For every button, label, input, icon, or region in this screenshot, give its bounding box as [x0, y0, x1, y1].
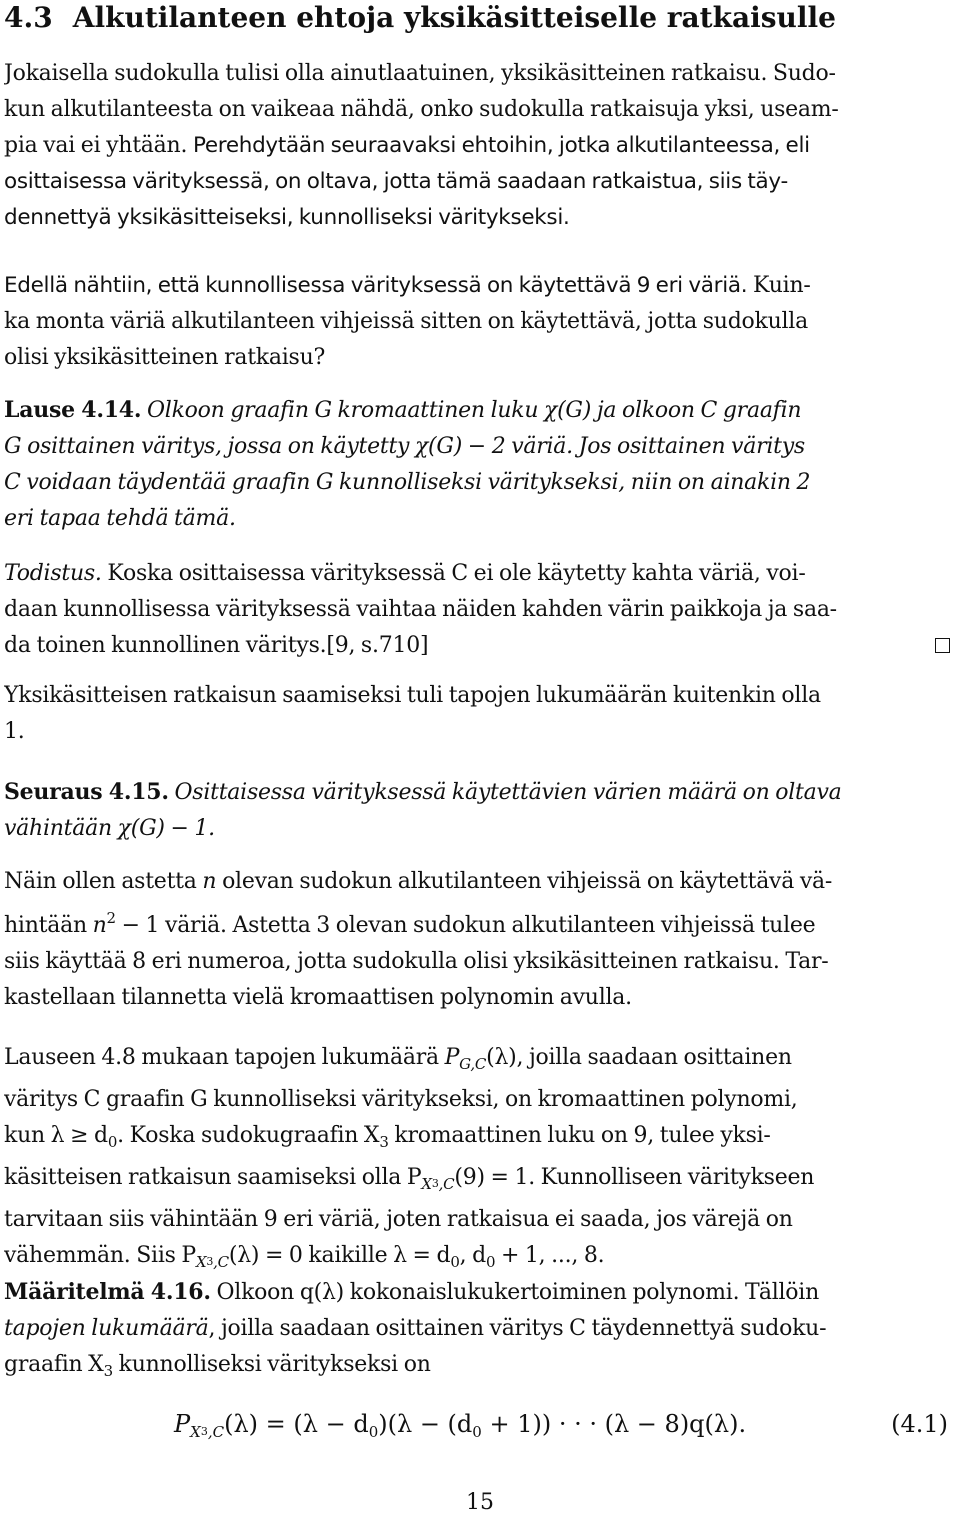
math-variable: P: [444, 1045, 460, 1070]
text-run: Perehdytään seuraavaksi ehtoihin, jotka alkutilanteessa, eli: [192, 133, 810, 158]
math-subscript: X: [190, 1423, 201, 1441]
text-line: daan kunnollisessa värityksessä vaihtaa näiden kahden värin paikkoja ja saa-: [4, 597, 837, 622]
proof-block: [4, 556, 956, 664]
text-line: siis käyttää 8 eri numeroa, jotta sudokulla olisi yksikäsitteinen ratkaisu. Tar-: [4, 949, 829, 974]
definition-4-16: [4, 1274, 956, 1389]
math-subscript: X: [421, 1175, 432, 1193]
corollary-4-15: [4, 774, 956, 847]
math-subscript: 0: [450, 1253, 460, 1271]
proof-label: Todistus.: [4, 561, 102, 586]
math-run: + 1)) · · · (λ − 8)q(λ).: [489, 1410, 747, 1438]
qed-box-icon: [935, 638, 950, 653]
text-run: Edellä nähtiin, että kunnollisessa värityksessä on käytettävä 9 eri väriä.: [4, 273, 748, 298]
text-run: käsitteisen ratkaisun saamiseksi olla P: [4, 1165, 422, 1190]
text-line: [4, 1160, 956, 1202]
definition-label: Määritelmä 4.16.: [4, 1279, 211, 1305]
text-line: [4, 900, 956, 944]
math-subscript: 3: [206, 1255, 214, 1268]
uniqueness-paragraph: [4, 678, 956, 750]
text-run: (9) = 1. Kunnolliseen väritykseen: [454, 1165, 815, 1190]
text-run: da toinen kunnollinen väritys.[9, s.710]: [4, 633, 429, 658]
math-variable: P: [174, 1410, 191, 1438]
text-run: kromaattinen luku on 9, tulee yksi-: [394, 1123, 771, 1148]
math-variable: n: [92, 913, 107, 938]
defined-term: tapojen lukumäärä: [4, 1316, 209, 1341]
math-subscript: 0: [368, 1423, 379, 1441]
math-subscript: 3: [431, 1177, 439, 1190]
section-number: 4.3: [4, 1, 53, 34]
text-run: pia vai ei yhtään.: [4, 133, 188, 158]
text-line: [4, 1040, 956, 1082]
chromatic-polynomial-paragraph: [4, 1040, 956, 1280]
text-line: tarvitaan siis vähintään 9 eri väriä, joten ratkaisua ei saada, jos värejä on: [4, 1207, 793, 1232]
text-run: hintään: [4, 913, 87, 938]
text-run: G osittainen väritys, jossa on käytetty χ(G) − 2 väriä.: [4, 434, 573, 459]
text-line: [4, 392, 956, 429]
math-subscript: 3: [379, 1133, 389, 1151]
math-subscript: ,C: [438, 1175, 455, 1193]
text-run: Olkoon graafin G kromaattinen luku χ(G) ja olkoon C graafin: [147, 398, 802, 423]
intro-paragraph: [4, 56, 956, 236]
text-run: , d: [459, 1243, 486, 1268]
math-superscript: 2: [106, 909, 116, 927]
text-run: vähemmän. Siis P: [4, 1243, 196, 1268]
text-run: Koska osittaisessa värityksessä C ei ole käytetty kahta väriä, voi-: [107, 561, 806, 586]
text-line: olisi yksikäsitteinen ratkaisu?: [4, 345, 326, 370]
text-line: [4, 1118, 956, 1160]
text-line: [4, 128, 956, 164]
math-subscript: 0: [107, 1133, 118, 1151]
text-run: kunnolliseksi väritykseksi on: [118, 1352, 431, 1377]
text-line: C voidaan täydentää graafin G kunnolliseksi väritykseksi, niin on ainakin 2: [4, 470, 811, 495]
math-subscript: ,C: [213, 1253, 229, 1271]
math-subscript: ,C: [207, 1423, 225, 1441]
text-line: osittaisessa värityksessä, on oltava, jotta tämä saadaan ratkaistua, siis täy-: [4, 169, 788, 194]
math-subscript: G,C: [459, 1055, 487, 1073]
text-line: [4, 774, 956, 811]
text-line: väritys C graafin G kunnolliseksi väritykseksi, on kromaattinen polynomi,: [4, 1087, 798, 1112]
text-run: Astetta 3 olevan sudokun alkutilanteen vihjeissä tulee: [232, 913, 816, 938]
math-subscript: 0: [472, 1423, 482, 1441]
text-run: graafin X: [4, 1352, 104, 1377]
text-line: [4, 556, 956, 592]
degree-paragraph: [4, 864, 956, 1016]
text-line: 1.: [4, 719, 25, 744]
text-line: Yksikäsitteisen ratkaisun saamiseksi tuli tapojen lukumäärän kuitenkin olla: [4, 683, 821, 708]
corollary-label: Seuraus 4.15.: [4, 779, 169, 805]
text-line: [4, 1274, 956, 1311]
equation-body: [174, 1404, 746, 1452]
text-line: [4, 429, 956, 465]
text-run: Osittaisessa värityksessä käytettävien värien määrä on oltava: [174, 780, 842, 805]
text-line: [4, 628, 956, 664]
section-heading: [4, 0, 836, 36]
math-subscript: X: [195, 1253, 207, 1271]
math-subscript: 0: [485, 1253, 496, 1271]
text-run: Jos osittainen väritys: [578, 434, 805, 459]
text-run: kun λ ≥ d: [4, 1123, 108, 1148]
text-line: kun alkutilanteesta on vaikeaa nähdä, onko sudokulla ratkaisuja yksi, useam-: [4, 97, 839, 122]
text-run: Näin ollen astetta: [4, 869, 197, 894]
text-line: vähintään χ(G) − 1.: [4, 816, 215, 841]
text-run: − 1 väriä.: [121, 913, 227, 938]
math-run: (λ) = (λ − d: [224, 1410, 369, 1438]
text-run: , joilla saadaan osittainen väritys C täydennettyä sudoku-: [208, 1316, 827, 1341]
text-run: (λ) = 0 kaikille λ = d: [228, 1243, 451, 1268]
text-line: Jokaisella sudokulla tulisi olla ainutlaatuinen, yksikäsitteinen ratkaisu. Sudo-: [4, 61, 836, 86]
text-run: Lauseen 4.8 mukaan tapojen lukumäärä: [4, 1045, 439, 1070]
math-run: )(λ − (d: [378, 1410, 473, 1438]
text-run: Kuin-: [753, 273, 811, 298]
text-run: + 1, ..., 8.: [500, 1243, 605, 1268]
equation-number: (4.1): [891, 1410, 948, 1438]
text-run: Olkoon q(λ) kokonaislukukertoiminen polynomi. Tällöin: [216, 1280, 819, 1305]
lemma-4-14: [4, 392, 956, 537]
math-subscript: 3: [200, 1425, 208, 1438]
text-run: . Koska sudokugraafin X: [117, 1123, 380, 1148]
text-line: dennettyä yksikäsitteiseksi, kunnolliseksi väritykseksi.: [4, 205, 570, 230]
equation-4-1: [4, 1404, 956, 1444]
document-page: [4, 0, 956, 1520]
text-line: kastellaan tilannetta vielä kromaattisen polynomin avulla.: [4, 985, 632, 1010]
text-line: [4, 1311, 956, 1347]
text-line: eri tapaa tehdä tämä.: [4, 506, 236, 531]
page-number: 15: [466, 1490, 494, 1515]
lemma-label: Lause 4.14.: [4, 397, 142, 423]
color-count-paragraph: [4, 268, 956, 376]
math-subscript: 3: [103, 1362, 113, 1380]
text-run: olevan sudokun alkutilanteen vihjeissä on käytettävä vä-: [222, 869, 833, 894]
section-title: Alkutilanteen ehtoja yksikäsitteiselle ratkaisulle: [72, 1, 836, 34]
text-line: [4, 268, 956, 304]
text-line: ka monta väriä alkutilanteen vihjeissä sitten on käytettävä, jotta sudokulla: [4, 309, 808, 334]
math-variable: n: [202, 869, 217, 894]
text-line: [4, 1347, 956, 1389]
text-run: (λ), joilla saadaan osittainen: [486, 1045, 792, 1070]
text-line: [4, 864, 956, 900]
